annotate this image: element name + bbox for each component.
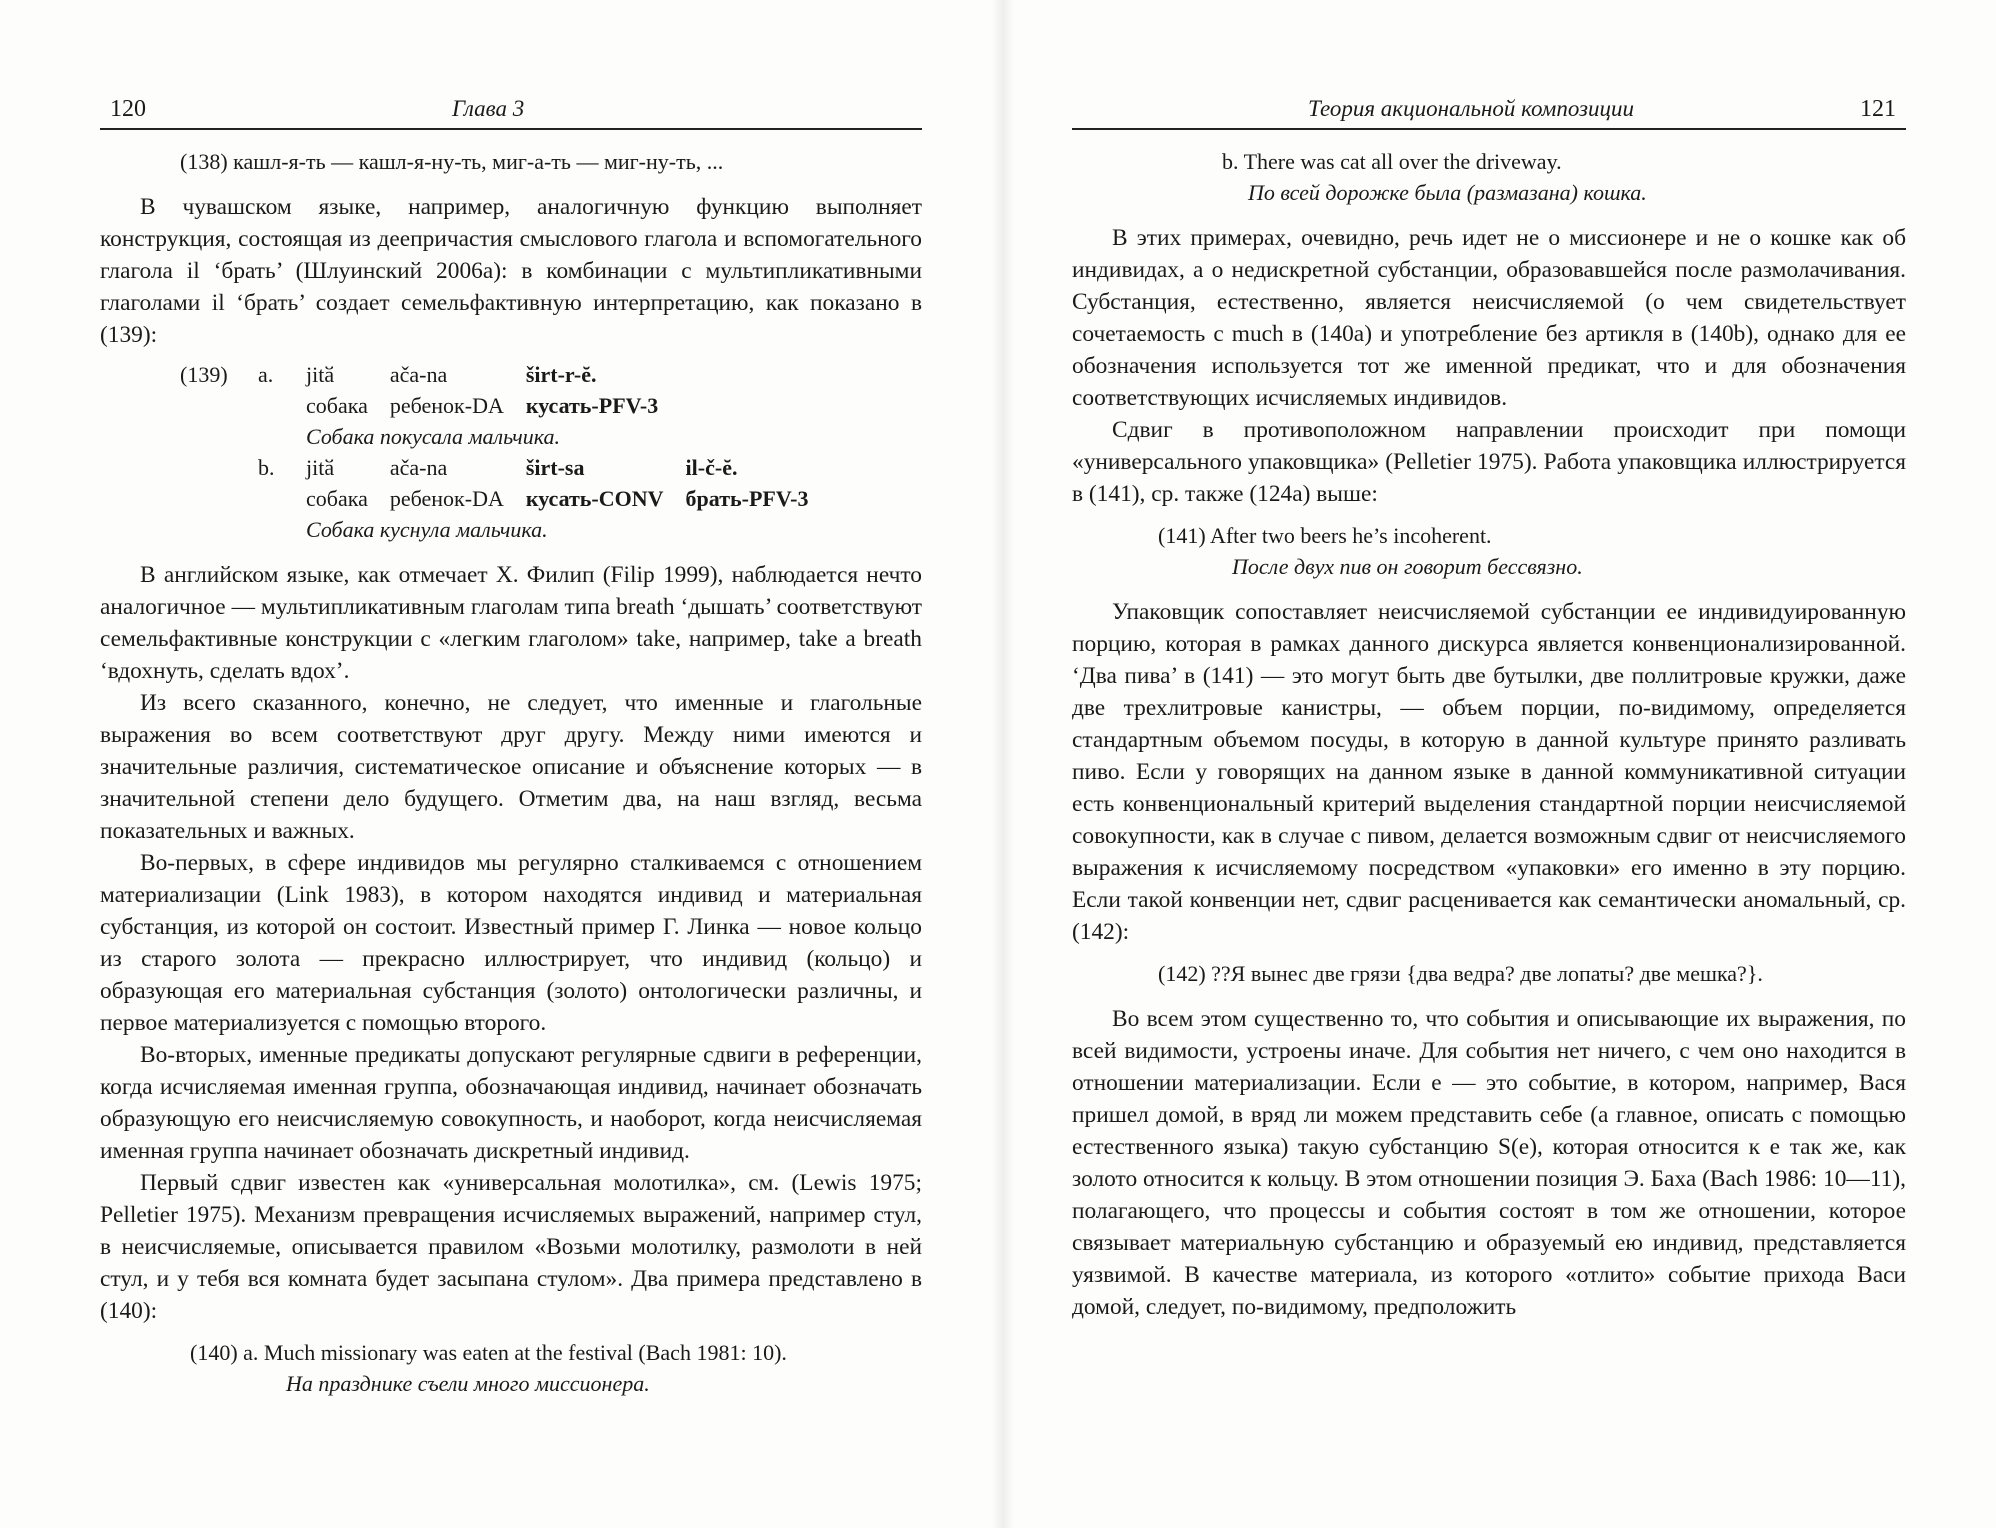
page-number: 120 bbox=[110, 96, 146, 122]
running-head: Глава 3 bbox=[452, 96, 525, 121]
paragraph: Упаковщик сопоставляет неисчисляемой субстанции ее индивидуированную порцию, которая в рамках данного дискурса является конвенционализированной. ‘Два пива’ в (141) — это могут быть две бутылки, две поллитровые кружки, даже две трехлитровые канистры, — объем порции, по-видимому, определяется стандартным объемом посуды, в которую в данной культуре принято разливать пиво. Если у говорящих на данном языке в данной коммуникативной ситуации есть конвенциональный критерий выделения стандартной порции неисчисляемой совокупности, как в случае с пивом, делается возможным сдвиг от неисчисляемого выражения к исчисляемому посредством «упаковки» его именно в эту порцию. Если такой конвенции нет, сдвиг расценивается как семантически аномальный, ср. (142): bbox=[1072, 599, 1906, 945]
right-page bbox=[1072, 0, 1906, 1528]
paragraph: Во-первых, в сфере индивидов мы регулярно сталкиваемся с отношением материализации (Link 1983), в котором находятся индивид и материальная субстанция, из которой он состоит. Известный пример Г. Линка — новое кольцо из старого золота — прекрасно иллюстрирует, что индивид (кольцо) и образующая его материальная субстанция (золото) онтологически различны, и первое материализуется с помощью второго. bbox=[100, 850, 922, 1036]
example-142: (142) ??Я вынес две грязи {два ведра? две лопаты? две мешка?}. bbox=[1158, 961, 1763, 986]
paragraph: В английском языке, как отмечает Х. Филип (Filip 1999), наблюдается нечто аналогичное — мультипликативным глаголам типа breath ‘дышать’ соответствуют семельфактивные конструкции с «легким глаголом» take, например, take a breath ‘вдохнуть, сделать вдох’. bbox=[100, 562, 923, 684]
example-140b-translation: По всей дорожке была (размазана) кошка. bbox=[1248, 180, 1647, 205]
paragraph: Во-вторых, именные предикаты допускают регулярные сдвиги в референции, когда исчисляемая именная группа, обозначающая индивид, начинает обозначать образующую его неисчисляемую совокупность, и наоборот, когда неисчисляемая именная группа начинает обозначать дискретный индивид. bbox=[100, 1042, 922, 1164]
paragraph: Первый сдвиг известен как «универсальная молотилка», см. (Lewis 1975; Pelletier 1975). Механизм превращения исчисляемых выражений, например стул, в неисчисляемые, описывается правилом «Возьми молотилку, размолоти в ней стул, и у тебя вся комната будет засыпана стулом». Два примера представлено в (140): bbox=[100, 1170, 922, 1324]
gloss-translation: Собака покусала мальчика. bbox=[306, 424, 560, 449]
left-page bbox=[100, 0, 922, 1528]
page-number: 121 bbox=[1860, 96, 1896, 122]
example-141: (141) After two beers he’s incoherent. bbox=[1158, 523, 1492, 548]
paragraph: Во всем этом существенно то, что события и описывающие их выражения, по всей видимости, устроены иначе. Для события нет ничего, с чем оно находится в отношении материализации. Если e — это событие, в котором, например, Вася пришел домой, в вряд ли можем представить себе (а главное, описать с помощью естественного языка) такую субстанцию S(e), которая относится к e так же, как золото относится к кольцу. В этом отношении позиция Э. Баха (Bach 1986: 10—11), полагающего, что процессы и события состоят в том же отношении, которое связывает материальную субстанцию и образуемый ею индивид, представляется уязвимой. В качестве материала, из которого «отлито» событие прихода Васи домой, следует, по-видимому, предположить bbox=[1072, 1006, 1906, 1320]
example-141-translation: После двух пив он говорит бессвязно. bbox=[1232, 554, 1583, 579]
book-gutter bbox=[992, 0, 1014, 1528]
example-140a-translation: На празднике съели много миссионера. bbox=[286, 1371, 650, 1396]
paragraph: Сдвиг в противоположном направлении происходит при помощи «универсального упаковщика» (Pelletier 1975). Работа упаковщика иллюстрируется в (141), ср. также (124а) выше: bbox=[1072, 417, 1906, 507]
left-page-body bbox=[100, 146, 922, 1399]
right-page-header bbox=[1072, 94, 1906, 130]
example-139: (139) a. jitӑ ača-na širt-r-ĕ. собака ребенок-DA кусать-PFV-3 Собака покусала мальчика. b. jitӑ ača-na širt-sa il-č-ĕ. собака ребенок-DA кусать-CONV брать-PFV-3 Собака куснула мальчика. bbox=[180, 359, 830, 545]
example-140b: b. There was cat all over the driveway. bbox=[1222, 149, 1562, 174]
paragraph: Из всего сказанного, конечно, не следует, что именные и глагольные выражения во всем соответствуют друг другу. Между ними имеются и значительные различия, систематическое описание и объяснение которых — в значительной степени дело будущего. Отметим два, на наш взгляд, весьма показательных и важных. bbox=[100, 690, 922, 844]
paragraph: В чувашском языке, например, аналогичную функцию выполняет конструкция, состоящая из деепричастия смыслового глагола и вспомогательного глагола il ‘брать’ (Шлуинский 2006а): в комбинации с мультипликативными глаголами il ‘брать’ создает семельфактивную интерпретацию, как показано в (139): bbox=[100, 194, 922, 348]
example-number: (139) bbox=[180, 362, 228, 387]
left-page-header bbox=[100, 94, 922, 130]
example-138: (138) кашл-я-ть — кашл-я-ну-ть, миг-а-ть — миг-ну-ть, ... bbox=[180, 149, 724, 174]
right-page-body bbox=[1072, 146, 1906, 1323]
gloss-translation: Собака куснула мальчика. bbox=[306, 517, 548, 542]
running-head: Теория акциональной композиции bbox=[1308, 96, 1634, 121]
paragraph: В этих примерах, очевидно, речь идет не о миссионере и не о кошке как об индивидах, а о недискретной субстанции, образовавшейся после размолачивания. Субстанция, естественно, является неисчисляемой (о чем свидетельствует сочетаемость с much в (140а) и употребление без артикля в (140b), однако для ее обозначения используется тот же именной предикат, что и для обозначения соответствующих исчисляемых индивидов. bbox=[1072, 225, 1906, 411]
example-140a: (140) a. Much missionary was eaten at the festival (Bach 1981: 10). bbox=[190, 1340, 787, 1365]
